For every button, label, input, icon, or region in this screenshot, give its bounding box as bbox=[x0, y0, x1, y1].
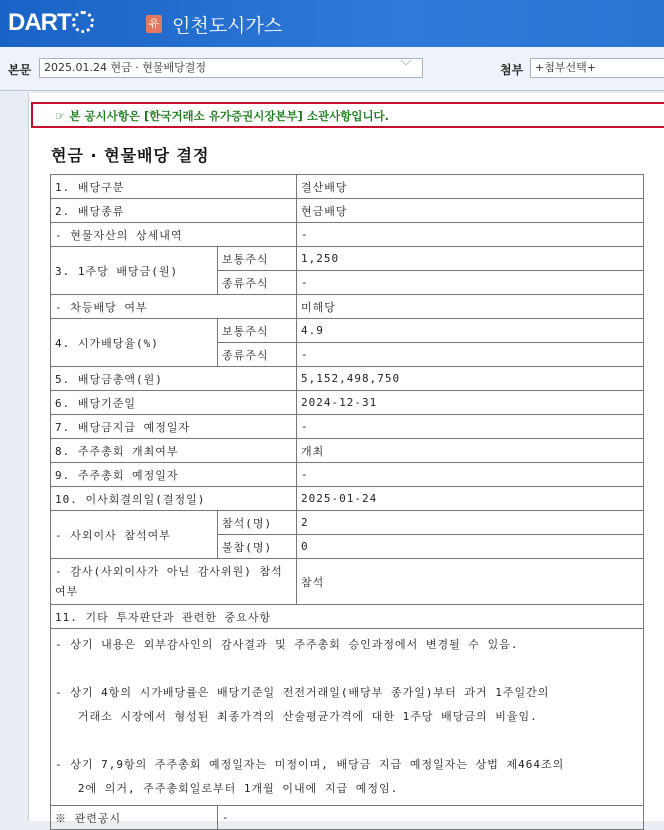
note-line: - 상기 7,9항의 주주총회 예정일자는 미정이며, 배당금 지급 예정일자는 상법 제464조의 bbox=[55, 758, 565, 771]
row-value: 4.9 bbox=[297, 319, 644, 343]
row-label: 3. 1주당 배당금(원) bbox=[51, 247, 218, 295]
attach-select-value: +첨부선택+ bbox=[535, 61, 596, 74]
row-value: 2024-12-31 bbox=[297, 391, 644, 415]
note-line: 2에 의거, 주주총회일로부터 1개월 이내에 지급 예정임. bbox=[55, 782, 399, 795]
row-label: 5. 배당금총액(원) bbox=[51, 367, 297, 391]
page-title: 현금 · 현물배당 결정 bbox=[51, 146, 210, 165]
table-row bbox=[51, 559, 644, 605]
dart-logo[interactable] bbox=[8, 9, 94, 37]
table-row bbox=[51, 439, 644, 463]
table-row bbox=[51, 223, 644, 247]
row-value: 참석 bbox=[297, 559, 644, 605]
attach-select[interactable] bbox=[530, 58, 664, 78]
table-row bbox=[51, 415, 644, 439]
row-label: - 현물자산의 상세내역 bbox=[51, 223, 297, 247]
company-name: 인천도시가스 bbox=[172, 15, 283, 37]
sub-label: 종류주식 bbox=[218, 343, 297, 367]
row-label: - 감사(사외이사가 아닌 감사위원) 참석여부 bbox=[51, 559, 297, 605]
table-row bbox=[51, 629, 644, 806]
note-line: - 상기 내용은 외부감사인의 감사결과 및 주주총회 승인과정에서 변경될 수 있음. bbox=[55, 638, 519, 651]
row-label: 8. 주주총회 개최여부 bbox=[51, 439, 297, 463]
row-value: 0 bbox=[297, 535, 644, 559]
document-panel bbox=[28, 93, 664, 825]
attach-label: 첨부 bbox=[500, 63, 524, 77]
main-select-value: 2025.01.24 현금 · 현물배당결정 bbox=[44, 61, 206, 74]
dividend-table bbox=[50, 174, 644, 830]
row-label: 6. 배당기준일 bbox=[51, 391, 297, 415]
row-label: - 사외이사 참석여부 bbox=[51, 511, 218, 559]
row-value: 미해당 bbox=[297, 295, 644, 319]
row-label: - 차등배당 여부 bbox=[51, 295, 297, 319]
header bbox=[0, 0, 664, 47]
row-label: 1. 배당구분 bbox=[51, 175, 297, 199]
row-value: 1,250 bbox=[297, 247, 644, 271]
table-row bbox=[51, 605, 644, 629]
row-label: ※ 관련공시 bbox=[51, 806, 218, 830]
table-row bbox=[51, 295, 644, 319]
sub-label: 보통주식 bbox=[218, 319, 297, 343]
sub-label: 불참(명) bbox=[218, 535, 297, 559]
row-value: - bbox=[297, 463, 644, 487]
main-document-select[interactable] bbox=[39, 58, 423, 78]
table-row bbox=[51, 175, 644, 199]
row-value: - bbox=[297, 223, 644, 247]
row-value: 2025-01-24 bbox=[297, 487, 644, 511]
row-value: - bbox=[297, 271, 644, 295]
notice-banner: ☞ 본 공시사항은 [한국거래소 유가증권시장본부] 소관사항입니다. bbox=[31, 102, 664, 128]
logo-text: DART bbox=[8, 9, 71, 36]
row-value: 결산배당 bbox=[297, 175, 644, 199]
row-value: - bbox=[218, 806, 644, 830]
note-line: 거래소 시장에서 형성된 최종가격의 산술평균가격에 대한 1주당 배당금의 비율임. bbox=[55, 710, 538, 723]
sub-label: 보통주식 bbox=[218, 247, 297, 271]
logo-sun-icon bbox=[72, 11, 94, 33]
table-row bbox=[51, 367, 644, 391]
row-label: 7. 배당금지급 예정일자 bbox=[51, 415, 297, 439]
chevron-down-icon: ﹀ bbox=[399, 59, 412, 73]
row-label: 10. 이사회결의일(결정일) bbox=[51, 487, 297, 511]
sub-label: 종류주식 bbox=[218, 271, 297, 295]
table-row bbox=[51, 247, 644, 271]
notes-cell bbox=[51, 629, 644, 806]
row-value: 2 bbox=[297, 511, 644, 535]
row-label: 9. 주주총회 예정일자 bbox=[51, 463, 297, 487]
row-value: - bbox=[297, 415, 644, 439]
toolbar bbox=[0, 47, 664, 91]
table-row bbox=[51, 463, 644, 487]
table-row bbox=[51, 199, 644, 223]
table-row bbox=[51, 511, 644, 535]
row-label: 4. 시가배당율(%) bbox=[51, 319, 218, 367]
row-label: 11. 기타 투자판단과 관련한 중요사항 bbox=[51, 605, 644, 629]
note-line: - 상기 4항의 시가배당률은 배당기준일 전전거래일(배당부 종가일)부터 과거 1주일간의 bbox=[55, 686, 550, 699]
main-label: 본문 bbox=[8, 63, 32, 77]
table-row bbox=[51, 806, 644, 830]
row-value: - bbox=[297, 343, 644, 367]
market-badge: 유 bbox=[146, 15, 162, 33]
table-row bbox=[51, 391, 644, 415]
row-label: 2. 배당종류 bbox=[51, 199, 297, 223]
table-row bbox=[51, 319, 644, 343]
sub-label: 참석(명) bbox=[218, 511, 297, 535]
row-value: 현금배당 bbox=[297, 199, 644, 223]
row-value: 개최 bbox=[297, 439, 644, 463]
row-value: 5,152,498,750 bbox=[297, 367, 644, 391]
table-row bbox=[51, 487, 644, 511]
